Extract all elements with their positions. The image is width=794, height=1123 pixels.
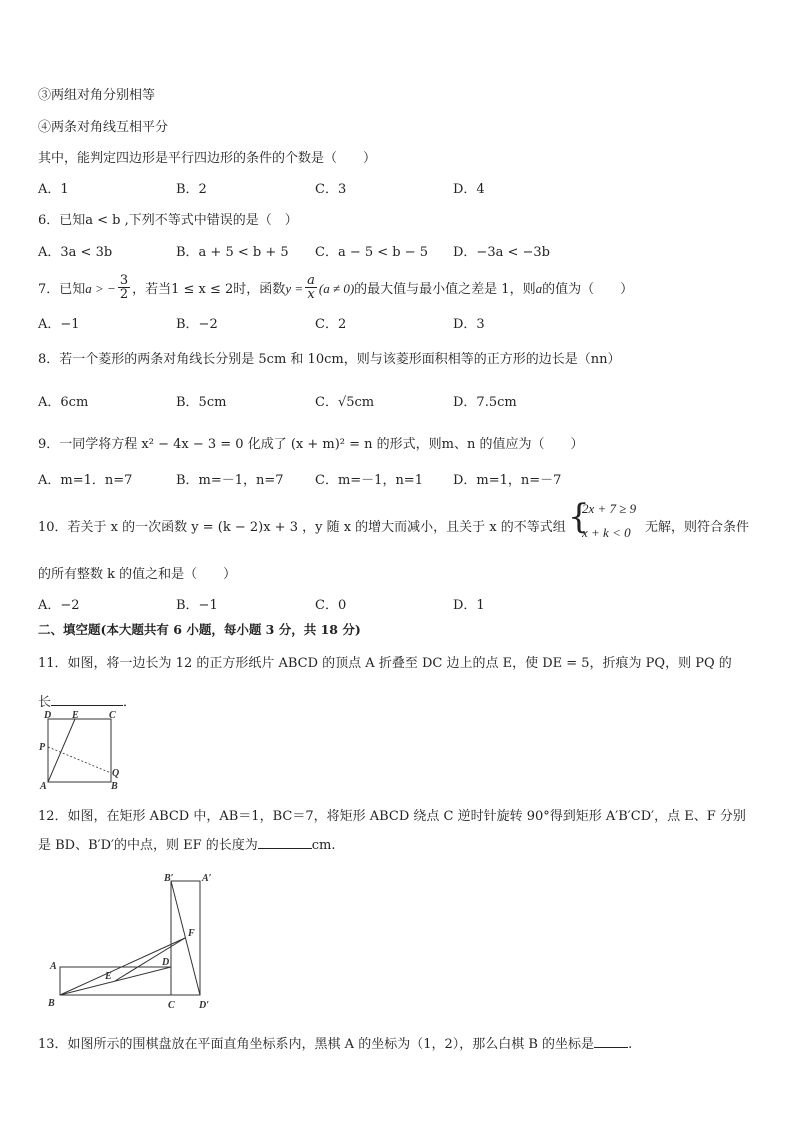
q10-system-line-1: 2x + 7 ≥ 9	[582, 501, 637, 516]
diagonal-b1d1	[171, 881, 200, 995]
label-d: D	[44, 710, 52, 721]
q10-system-line-2: x + k < 0	[582, 525, 631, 540]
q7-frac2-den: x	[307, 287, 315, 302]
q7-fraction	[118, 274, 130, 301]
figure-11	[36, 710, 126, 792]
section-2-title: 二、填空题(本大题共有 6 小题，每小题 3 分，共 18 分)	[38, 622, 361, 637]
q13-stem-text: 13．如图所示的围棋盘放在平面直角坐标系内，黑棋 A 的坐标为（1，2），那么白棋 B 的坐标是	[38, 1037, 595, 1052]
label-a: A	[50, 961, 57, 972]
q7-stem-d: y =	[285, 281, 304, 296]
answer-blank-11	[51, 693, 123, 706]
q7-stem-h: 的值为（ ）	[542, 282, 634, 297]
label-c: C	[109, 710, 116, 721]
q6-option-a: A．3a < 3b	[38, 245, 113, 260]
q7-stem-f: 的最大值与最小值之差是 1，则	[354, 282, 536, 297]
label-f: F	[188, 928, 195, 939]
q7-fraction-2	[305, 274, 317, 301]
question-10-stem-b: 无解，则符合条件	[645, 520, 750, 535]
q8-option-a: A．6cm	[38, 395, 89, 410]
question-12-stem-a: 12．如图，在矩形 ABCD 中，AB＝1，BC＝7，将矩形 ABCD 绕点 C 逆时针旋转 90°得到矩形 A′B′CD′，点 E、F 分别	[38, 809, 746, 824]
question-6-stem: 6．已知a < b ,下列不等式中错误的是（ ）	[38, 213, 298, 228]
q9-option-d: D．m=1，n=－7	[453, 473, 562, 488]
q7-stem-a: 7．已知	[38, 282, 86, 297]
label-e: E	[105, 971, 112, 982]
q7-option-c: C．2	[315, 317, 347, 332]
q6-option-b: B．a + 5 < b + 5	[176, 245, 289, 260]
label-d-prime: D′	[199, 1000, 210, 1011]
q12-stem-c-text: cm.	[311, 838, 336, 853]
question-11-stem-a: 11．如图，将一边长为 12 的正方形纸片 ABCD 的顶点 A 折叠至 DC 边上的点 E，使 DE = 5，折痕为 PQ，则 PQ 的	[38, 656, 732, 671]
answer-blank-13	[594, 1035, 628, 1048]
q7-option-d: D．3	[453, 317, 485, 332]
q7-stem-b: a > −	[85, 281, 116, 296]
q7-option-b: B．−2	[176, 317, 218, 332]
label-q: Q	[112, 768, 120, 779]
q6-option-c: C．a − 5 < b − 5	[315, 245, 429, 260]
q7-stem-c: ，若当1 ≤ x ≤ 2时，函数	[132, 282, 286, 297]
q8-option-d: D．7.5cm	[453, 395, 517, 410]
q10-option-d: D．1	[453, 598, 485, 613]
condition-4: ④两条对角线互相平分	[38, 120, 169, 135]
label-p: P	[39, 742, 46, 753]
label-e: E	[72, 710, 79, 721]
figure-12	[44, 868, 224, 1013]
segment-ef	[115, 938, 185, 981]
question-11-stem-b	[38, 691, 136, 710]
square-abcd	[48, 719, 111, 782]
question-12-stem-b	[38, 834, 336, 853]
q7-frac-den: 2	[119, 287, 129, 302]
q7-frac2-num: a	[307, 273, 315, 288]
q11-stem-b-text: 长	[38, 695, 52, 710]
q7-option-a: A．−1	[38, 317, 80, 332]
q6-option-d: D．−3a < −3b	[453, 245, 550, 260]
label-b: B	[48, 998, 55, 1009]
label-a: A	[40, 781, 47, 792]
q9-option-b: B．m=－1，n=7	[176, 473, 284, 488]
question-7-stem	[38, 273, 634, 303]
segment-ae	[48, 719, 75, 782]
q10-option-b: B．−1	[176, 598, 218, 613]
question-9-stem: 9．一同学将方程 x² − 4x − 3 = 0 化成了 (x + m)² = n 的形式，则m、n 的值应为（ ）	[38, 437, 584, 452]
q4-option-d: D．4	[453, 182, 485, 197]
q7-frac-num: 3	[119, 273, 129, 288]
label-d: D	[162, 957, 170, 968]
q7-stem-g: a	[535, 281, 543, 296]
question-10-stem-c: 的所有整数 k 的值之和是（ ）	[38, 567, 237, 582]
question-10-stem-a: 10．若关于 x 的一次函数 y = (k − 2)x + 3 ，y 随 x 的增大而减小，且关于 x 的不等式组	[38, 520, 566, 535]
q4-option-b: B．2	[176, 182, 207, 197]
q7-stem-e: (a ≠ 0)	[318, 281, 355, 296]
label-b-prime: B′	[164, 873, 174, 884]
q9-option-a: A．m=1．n=7	[38, 473, 133, 488]
q4-option-c: C．3	[315, 182, 347, 197]
q8-option-b: B．5cm	[176, 395, 227, 410]
q13-end-text: .	[628, 1037, 633, 1052]
answer-blank-12	[258, 836, 312, 849]
question-13-stem	[38, 1033, 632, 1052]
q4-option-a: A．1	[38, 182, 69, 197]
condition-3: ③两组对角分别相等	[38, 88, 156, 103]
label-c: C	[168, 1000, 175, 1011]
q10-option-a: A．−2	[38, 598, 80, 613]
question-4-stem: 其中，能判定四边形是平行四边形的条件的个数是（ ）	[38, 151, 377, 166]
q12-stem-b-text: 是 BD、B′D′的中点，则 EF 的长度为	[38, 838, 258, 853]
q9-option-c: C．m=－1，n=1	[315, 473, 423, 488]
label-a-prime: A′	[202, 873, 212, 884]
label-b: B	[111, 781, 118, 792]
q10-option-c: C．0	[315, 598, 347, 613]
system-brace: {	[568, 497, 590, 537]
question-8-stem: 8．若一个菱形的两条对角线长分别是 5cm 和 10cm，则与该菱形面积相等的正方形的边长是（nn）	[38, 352, 621, 367]
q8-option-c: C．√5cm	[315, 395, 375, 410]
q11-stem-c-text: ．	[123, 695, 137, 710]
